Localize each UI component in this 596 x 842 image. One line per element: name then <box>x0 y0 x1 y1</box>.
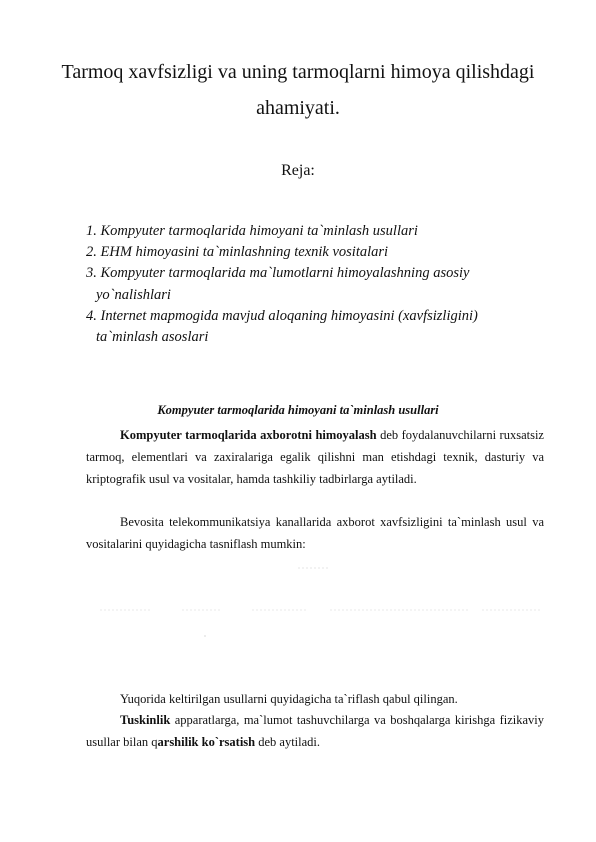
term-bold: Kompyuter tarmoqlarida axborotni himoyalash <box>120 428 377 442</box>
plan-item: 4. Internet mapmogida mavjud aloqaning himoyasini (xavfsizligini) <box>86 307 478 324</box>
faint-diagram-placeholder <box>86 556 546 666</box>
plan-item-continuation: yo`nalishlari <box>96 286 171 303</box>
paragraph-text: deb foydalanuvchilarni ruxsatsiz tarmoq, elementlari va zaxiralariga egalik qilishni man etishdagi texnik, dasturiy va kriptografik usul va vositalar, hamda tashkiliy tadbirlarga aytiladi. <box>86 428 544 486</box>
paragraph-intro: Yuqorida keltirilgan usullarni quyidagicha ta`riflash qabul qilingan. <box>120 692 458 706</box>
plan-item: 2. EHM himoyasini ta`minlashning texnik vositalari <box>86 244 389 261</box>
paragraph-classification: Bevosita telekommunikatsiya kanallarida axborot xavfsizligini ta`minlash usul va vositalarini quyidagicha tasniflash mumkin: <box>86 515 544 551</box>
paragraph-obstruction <box>86 709 544 753</box>
page-title: Tarmoq xavfsizligi va uning tarmoqlarni himoya qilishdagi ahamiyati. <box>61 61 535 119</box>
term-bold: Tuskinlik <box>120 713 171 727</box>
paragraph-text: deb aytiladi. <box>255 735 321 749</box>
plan-item: 1. Kompyuter tarmoqlarida himoyani ta`minlash usullari <box>86 223 418 239</box>
plan-item-continuation: ta`minlash asoslari <box>96 329 209 346</box>
paragraph-text: apparatlarga, ma`lumot tashuvchilarga va boshqalarga kirishga fizikaviy usullar bilan q <box>86 713 544 749</box>
paragraph-definition <box>86 424 544 490</box>
section-title: Kompyuter tarmoqlarida himoyani ta`minlash usullari <box>157 403 439 417</box>
plan-heading: Reja: <box>281 162 315 179</box>
term-bold: arshilik ko`rsatish <box>157 735 256 749</box>
plan-item: 3. Kompyuter tarmoqlarida ma`lumotlarni himoyalashning asosiy <box>86 265 470 282</box>
plan-list <box>86 221 546 348</box>
